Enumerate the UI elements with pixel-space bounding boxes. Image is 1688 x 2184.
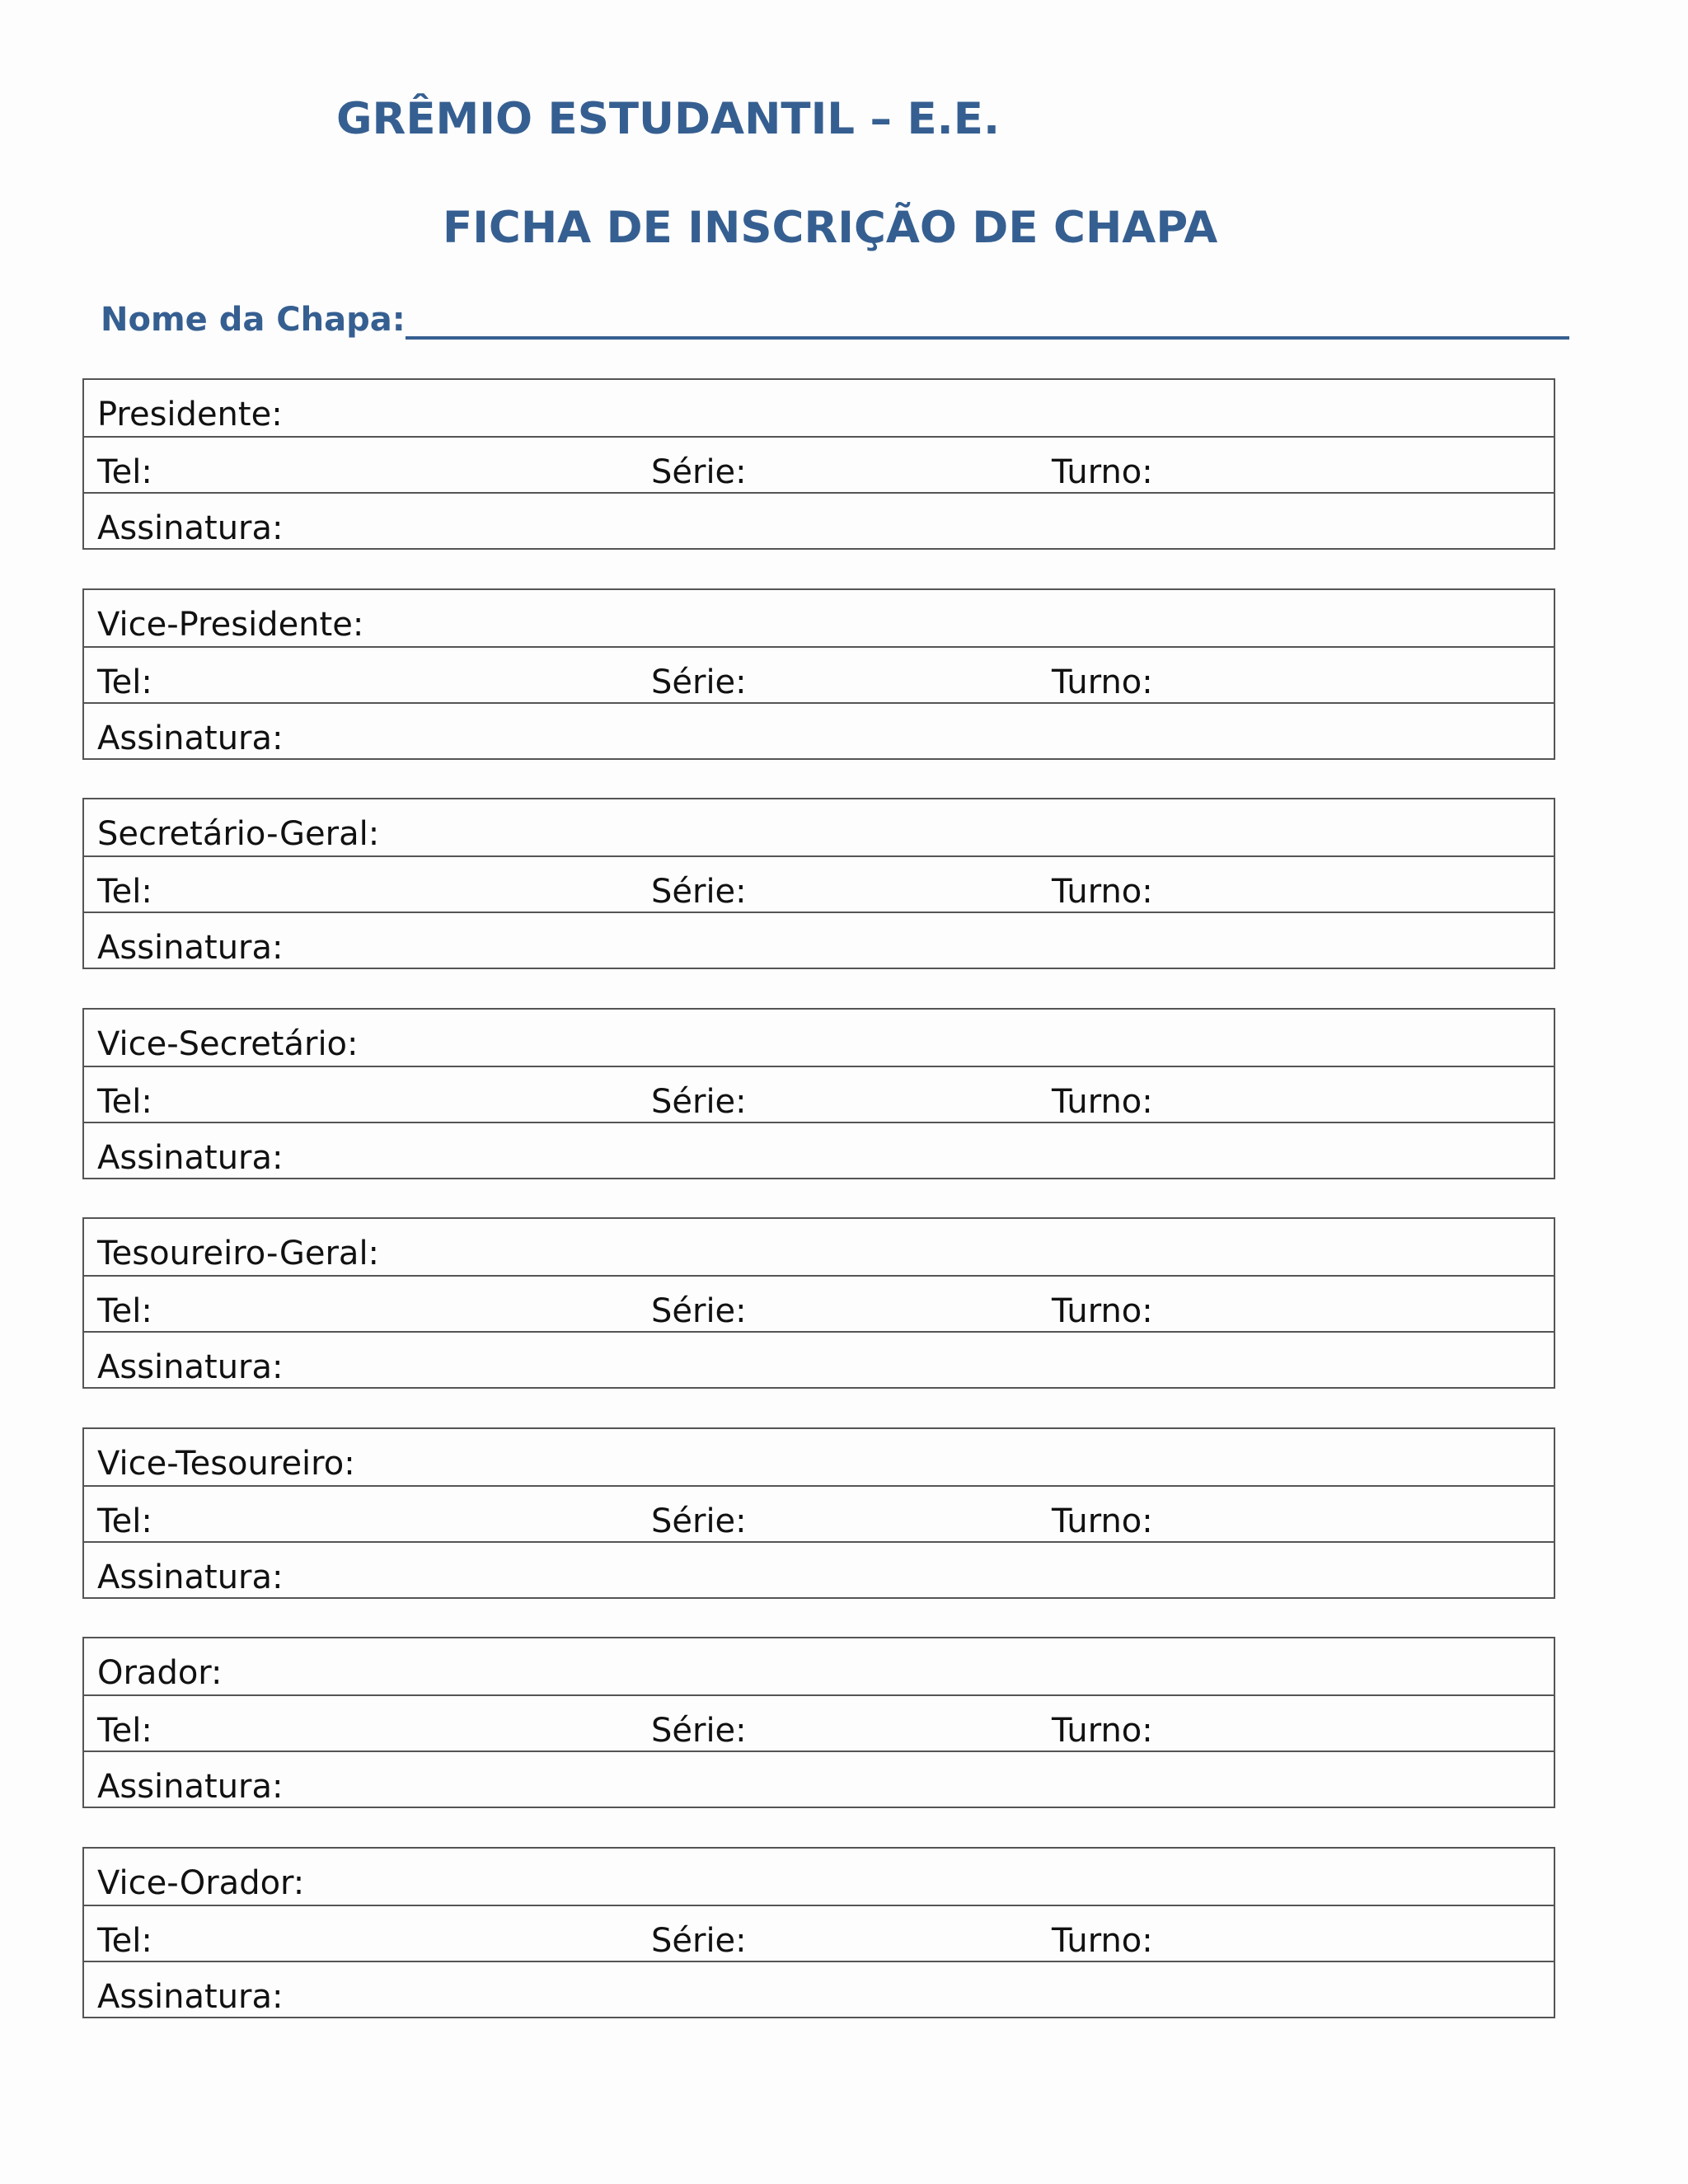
signature-row[interactable] <box>84 1331 1554 1387</box>
tel-label: Tel: <box>97 663 152 701</box>
tel-label: Tel: <box>97 1502 152 1540</box>
position-block-vice-presidente <box>82 588 1555 760</box>
position-block-vice-secretario <box>82 1008 1555 1179</box>
position-block-orador <box>82 1637 1555 1808</box>
assinatura-label: Assinatura: <box>97 1978 284 2016</box>
assinatura-label: Assinatura: <box>97 929 284 967</box>
assinatura-label: Assinatura: <box>97 719 284 757</box>
tel-label: Tel: <box>97 1083 152 1121</box>
role-label: Presidente: <box>97 396 283 434</box>
role-label: Orador: <box>97 1654 223 1692</box>
assinatura-label: Assinatura: <box>97 1768 284 1806</box>
role-label: Tesoureiro-Geral: <box>97 1235 380 1272</box>
role-label: Vice-Presidente: <box>97 606 364 644</box>
contact-row[interactable] <box>84 1066 1554 1122</box>
tel-label: Tel: <box>97 1292 152 1330</box>
chapa-name-field[interactable] <box>101 298 1569 340</box>
assinatura-label: Assinatura: <box>97 1139 284 1177</box>
signature-row[interactable] <box>84 1750 1554 1807</box>
signature-row[interactable] <box>84 1961 1554 2017</box>
role-label: Vice-Tesoureiro: <box>97 1445 355 1483</box>
role-row[interactable] <box>84 380 1554 436</box>
contact-row[interactable] <box>84 1275 1554 1331</box>
turno-label: Turno: <box>1052 1083 1153 1121</box>
role-row[interactable] <box>84 1219 1554 1275</box>
contact-row[interactable] <box>84 646 1554 702</box>
position-block-vice-tesoureiro <box>82 1427 1555 1599</box>
serie-label: Série: <box>651 1712 747 1750</box>
serie-label: Série: <box>651 1292 747 1330</box>
role-label: Vice-Secretário: <box>97 1025 359 1063</box>
tel-label: Tel: <box>97 1712 152 1750</box>
position-block-presidente <box>82 378 1555 550</box>
contact-row[interactable] <box>84 855 1554 912</box>
assinatura-label: Assinatura: <box>97 1348 284 1386</box>
turno-label: Turno: <box>1052 453 1153 491</box>
contact-row[interactable] <box>84 1905 1554 1961</box>
turno-label: Turno: <box>1052 663 1153 701</box>
contact-row[interactable] <box>84 1694 1554 1750</box>
chapa-name-line[interactable] <box>406 295 1569 340</box>
signature-row[interactable] <box>84 492 1554 548</box>
role-row[interactable] <box>84 1849 1554 1905</box>
turno-label: Turno: <box>1052 1712 1153 1750</box>
serie-label: Série: <box>651 1502 747 1540</box>
tel-label: Tel: <box>97 873 152 911</box>
form-title: GRÊMIO ESTUDANTIL – E.E. <box>336 94 1001 144</box>
contact-row[interactable] <box>84 1485 1554 1541</box>
signature-row[interactable] <box>84 702 1554 758</box>
serie-label: Série: <box>651 663 747 701</box>
tel-label: Tel: <box>97 1922 152 1960</box>
assinatura-label: Assinatura: <box>97 509 284 547</box>
role-row[interactable] <box>84 590 1554 646</box>
turno-label: Turno: <box>1052 1502 1153 1540</box>
role-row[interactable] <box>84 799 1554 855</box>
serie-label: Série: <box>651 1922 747 1960</box>
signature-row[interactable] <box>84 1541 1554 1597</box>
role-label: Secretário-Geral: <box>97 815 380 853</box>
contact-row[interactable] <box>84 436 1554 492</box>
position-block-vice-orador <box>82 1847 1555 2018</box>
chapa-name-label: Nome da Chapa: <box>101 301 406 339</box>
tel-label: Tel: <box>97 453 152 491</box>
turno-label: Turno: <box>1052 1292 1153 1330</box>
role-label: Vice-Orador: <box>97 1864 305 1902</box>
position-block-secretario-geral <box>82 798 1555 969</box>
turno-label: Turno: <box>1052 1922 1153 1960</box>
turno-label: Turno: <box>1052 873 1153 911</box>
assinatura-label: Assinatura: <box>97 1558 284 1596</box>
serie-label: Série: <box>651 1083 747 1121</box>
signature-row[interactable] <box>84 912 1554 968</box>
role-row[interactable] <box>84 1010 1554 1066</box>
serie-label: Série: <box>651 453 747 491</box>
signature-row[interactable] <box>84 1122 1554 1178</box>
role-row[interactable] <box>84 1429 1554 1485</box>
position-block-tesoureiro-geral <box>82 1217 1555 1389</box>
serie-label: Série: <box>651 873 747 911</box>
form-subtitle: FICHA DE INSCRIÇÃO DE CHAPA <box>443 203 1218 253</box>
role-row[interactable] <box>84 1638 1554 1694</box>
